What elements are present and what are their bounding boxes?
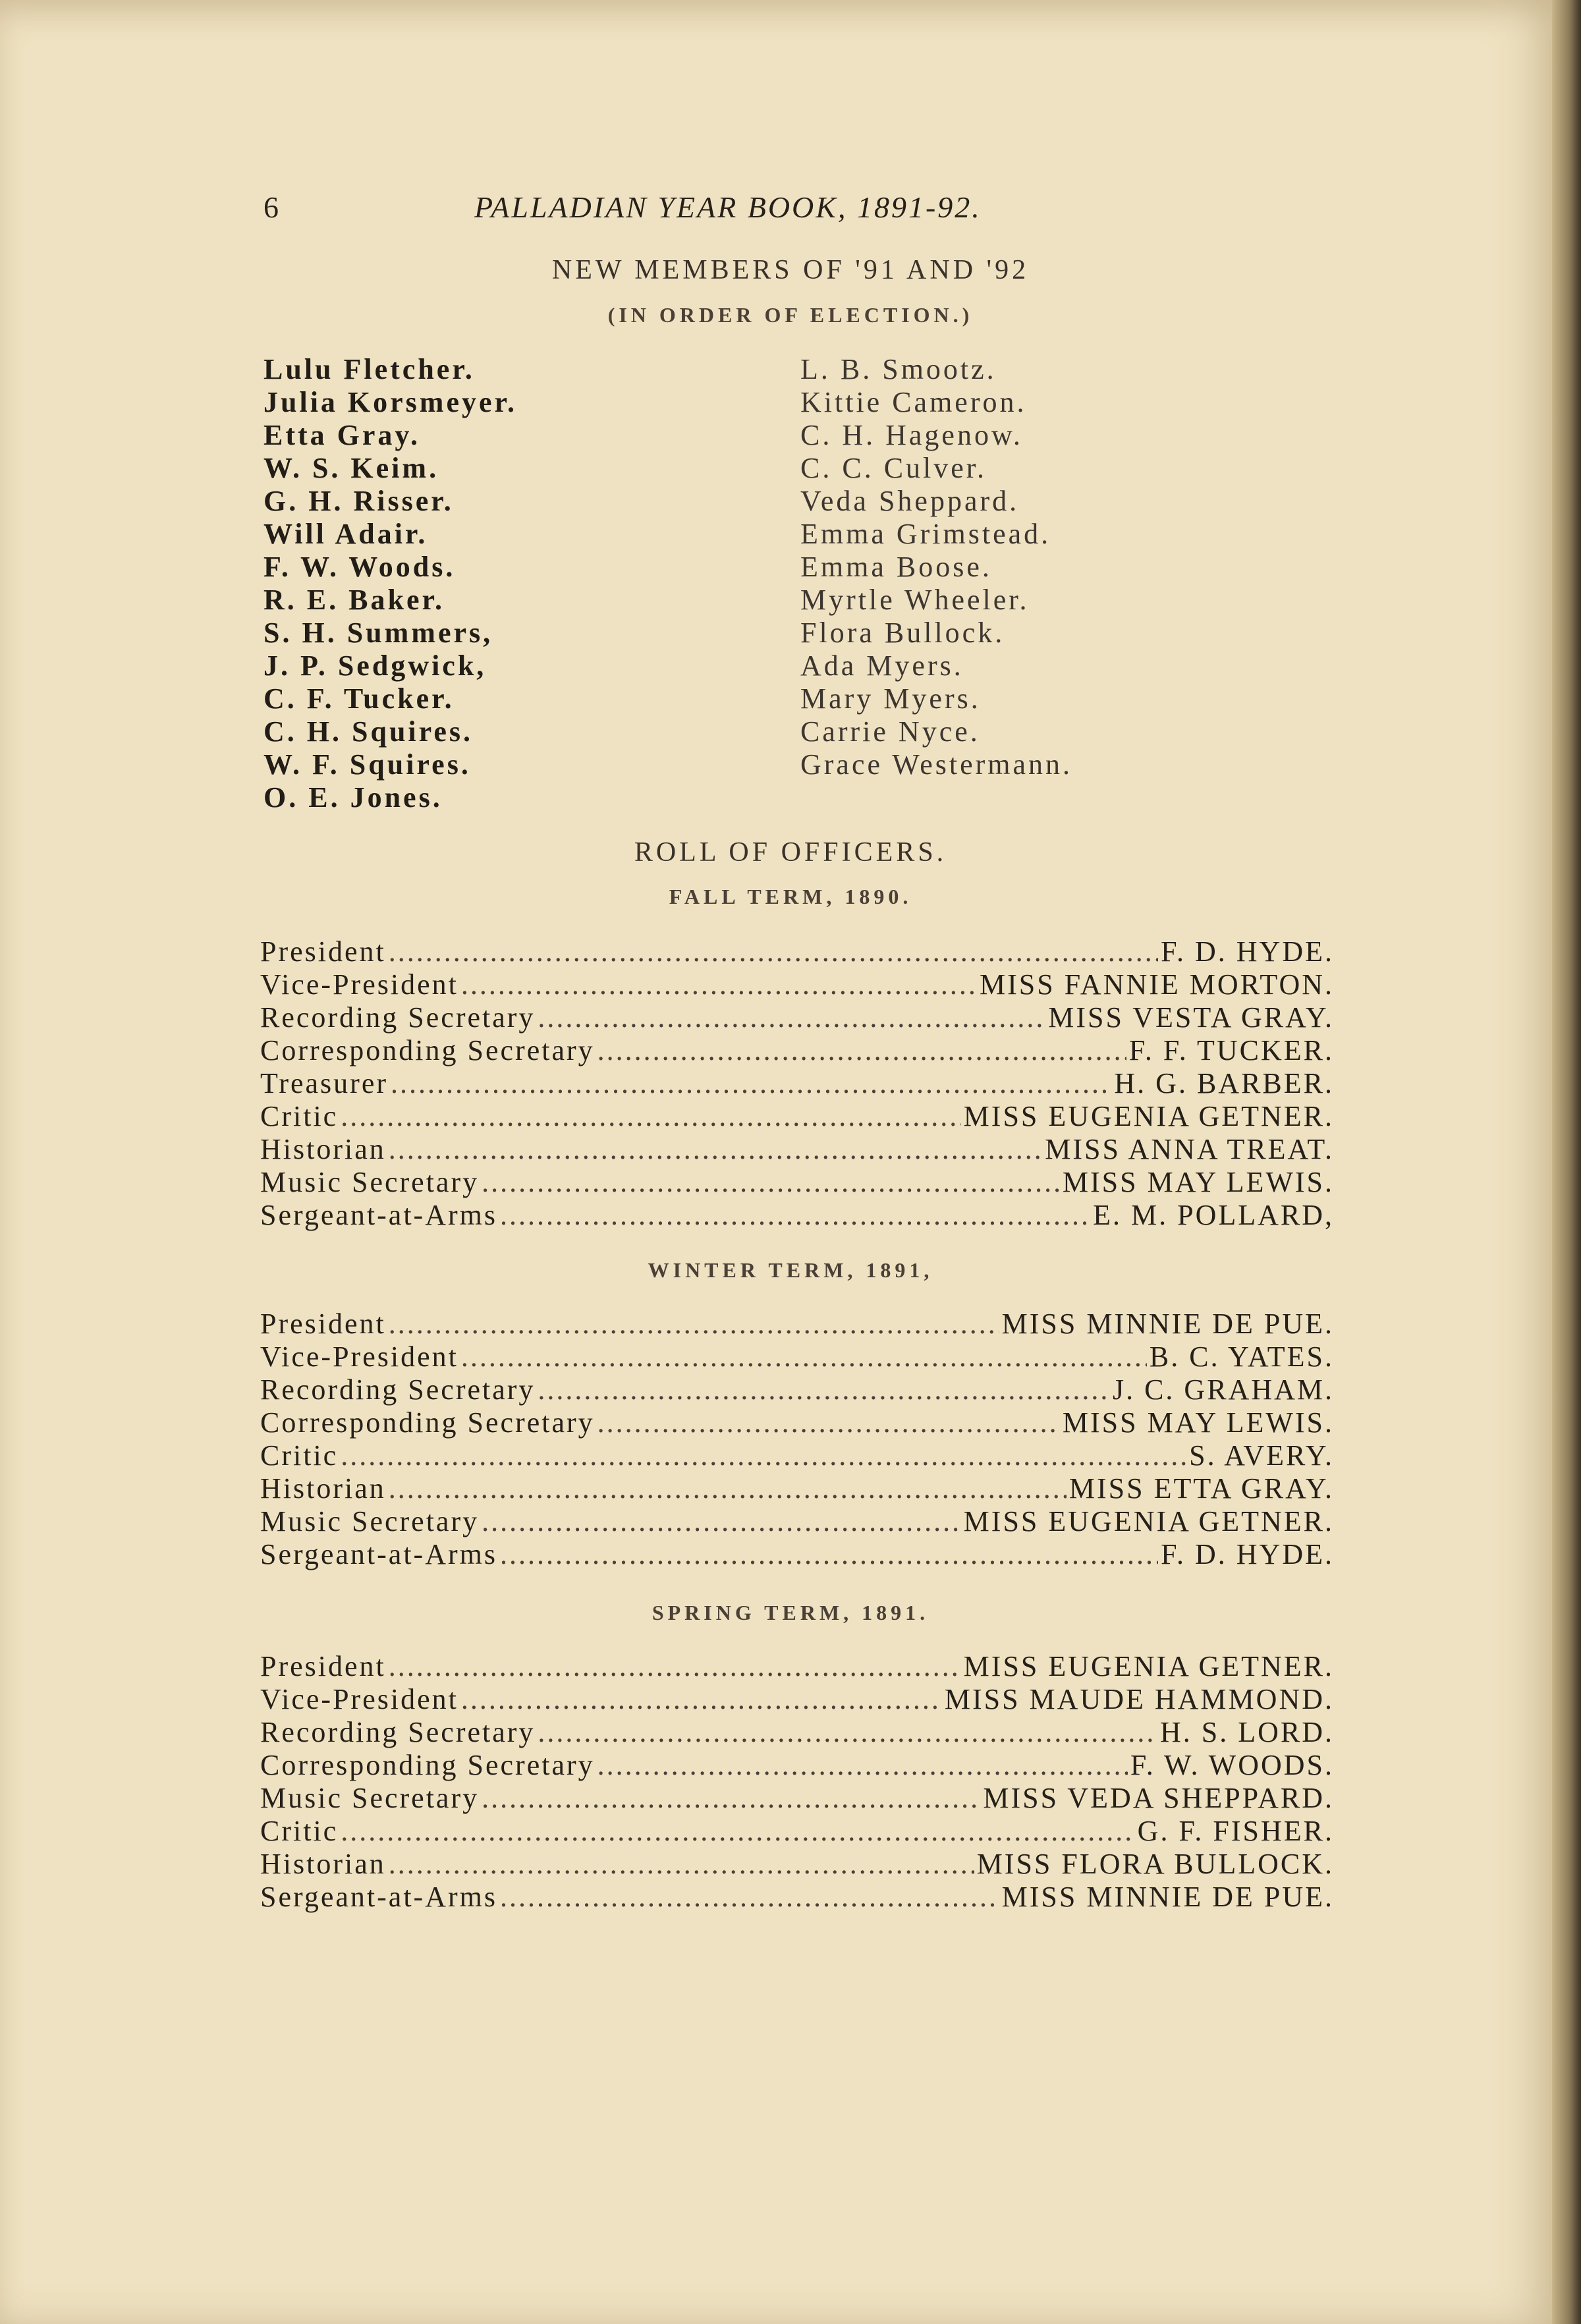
- officer-title: Sergeant-at-Arms: [260, 1881, 497, 1913]
- member-name: Myrtle Wheeler.: [800, 584, 1030, 616]
- officer-row: [260, 935, 1334, 968]
- officer-row: [260, 1199, 1334, 1232]
- officer-name: MISS MAUDE HAMMOND.: [944, 1683, 1334, 1715]
- member-name: S. H. Summers,: [264, 617, 493, 649]
- officer-title: Corresponding Secretary: [260, 1749, 595, 1781]
- officer-name: MISS MINNIE DE PUE.: [1001, 1308, 1334, 1340]
- officer-list-fall: [260, 935, 1334, 1232]
- roll-of-officers-heading: ROLL OF OFFICERS.: [634, 837, 947, 868]
- officer-title: President: [260, 1650, 386, 1682]
- member-name: Julia Korsmeyer.: [264, 386, 517, 418]
- officer-title: Corresponding Secretary: [260, 1406, 595, 1439]
- dot-leader: [341, 1439, 1186, 1472]
- officer-row: [260, 1815, 1334, 1848]
- dot-leader: [538, 1001, 1045, 1034]
- new-members-subheading: (IN ORDER OF ELECTION.): [607, 303, 974, 327]
- officer-row: [260, 1538, 1334, 1571]
- dot-leader: [389, 1848, 974, 1881]
- running-title: PALLADIAN YEAR BOOK, 1891-92.: [474, 190, 982, 224]
- officer-title: President: [260, 935, 386, 968]
- dot-leader: [391, 1067, 1111, 1100]
- member-name: O. E. Jones.: [264, 781, 443, 814]
- officer-row: [260, 1034, 1334, 1067]
- officer-title: Sergeant-at-Arms: [260, 1199, 497, 1231]
- dot-leader: [538, 1716, 1157, 1749]
- officer-title: Historian: [260, 1133, 386, 1165]
- officer-title: Sergeant-at-Arms: [260, 1538, 497, 1570]
- officer-title: Vice-President: [260, 1683, 458, 1715]
- officer-row: [260, 1650, 1334, 1683]
- member-name: C. C. Culver.: [800, 452, 987, 484]
- member-name: Kittie Cameron.: [800, 386, 1027, 418]
- dot-leader: [597, 1749, 1128, 1782]
- officer-title: Critic: [260, 1100, 339, 1132]
- member-name: W. F. Squires.: [264, 748, 471, 781]
- officer-row: [260, 1716, 1334, 1749]
- officer-title: Recording Secretary: [260, 1716, 536, 1748]
- member-name: J. P. Sedgwick,: [264, 650, 487, 682]
- dot-leader: [461, 968, 977, 1001]
- term-heading-winter: WINTER TERM, 1891,: [648, 1258, 933, 1282]
- officer-row: [260, 1341, 1334, 1373]
- officer-name: F. F. TUCKER.: [1128, 1034, 1334, 1066]
- officer-name: MISS ETTA GRAY.: [1068, 1472, 1334, 1505]
- officer-list-winter: [260, 1308, 1334, 1571]
- officer-name: MISS VEDA SHEPPARD.: [983, 1782, 1334, 1814]
- officer-name: H. S. LORD.: [1159, 1716, 1334, 1748]
- officer-name: G. F. FISHER.: [1137, 1815, 1334, 1847]
- officer-row: [260, 1505, 1334, 1538]
- officer-name: MISS MAY LEWIS.: [1062, 1406, 1334, 1439]
- officer-name: MISS FLORA BULLOCK.: [976, 1848, 1334, 1880]
- officer-title: President: [260, 1308, 386, 1340]
- officer-name: MISS EUGENIA GETNER.: [963, 1100, 1334, 1132]
- term-heading-fall: FALL TERM, 1890.: [669, 885, 912, 908]
- officer-row: [260, 1683, 1334, 1716]
- officer-title: Historian: [260, 1472, 386, 1505]
- dot-leader: [341, 1815, 1134, 1848]
- member-name: Flora Bullock.: [800, 617, 1005, 649]
- new-members-heading: NEW MEMBERS OF '91 AND '92: [551, 255, 1030, 285]
- member-name: Etta Gray.: [264, 419, 420, 451]
- officer-title: Critic: [260, 1815, 339, 1847]
- member-name: R. E. Baker.: [264, 584, 445, 616]
- officer-name: E. M. POLLARD,: [1093, 1199, 1334, 1231]
- officer-name: MISS FANNIE MORTON.: [979, 968, 1334, 1001]
- officer-name: J. C. GRAHAM.: [1112, 1373, 1334, 1406]
- page-number: 6: [264, 190, 281, 224]
- officer-name: H. G. BARBER.: [1114, 1067, 1334, 1099]
- member-name: F. W. Woods.: [264, 551, 456, 583]
- member-name: Mary Myers.: [800, 682, 981, 715]
- officer-row: [260, 968, 1334, 1001]
- officer-row: [260, 1100, 1334, 1133]
- officer-title: Music Secretary: [260, 1166, 480, 1198]
- member-name: C. H. Squires.: [264, 715, 474, 748]
- officer-row: [260, 1001, 1334, 1034]
- member-name: Will Adair.: [264, 518, 428, 550]
- dot-leader: [389, 1133, 1042, 1166]
- officer-title: Vice-President: [260, 968, 458, 1001]
- officer-row: [260, 1067, 1334, 1100]
- member-name: L. B. Smootz.: [800, 353, 997, 385]
- member-name: Ada Myers.: [800, 650, 964, 682]
- member-name: Carrie Nyce.: [800, 715, 980, 748]
- dot-leader: [341, 1100, 960, 1133]
- officer-row: [260, 1308, 1334, 1341]
- member-name: Lulu Fletcher.: [264, 353, 475, 385]
- officer-row: [260, 1406, 1334, 1439]
- member-name: Grace Westermann.: [800, 748, 1073, 781]
- officer-title: Music Secretary: [260, 1505, 480, 1537]
- officer-title: Music Secretary: [260, 1782, 480, 1814]
- dot-leader: [389, 935, 1158, 968]
- book-edge: [1552, 0, 1581, 2324]
- member-name: W. S. Keim.: [264, 452, 439, 484]
- officer-name: MISS MINNIE DE PUE.: [1001, 1881, 1334, 1913]
- officer-name: MISS EUGENIA GETNER.: [963, 1650, 1334, 1682]
- dot-leader: [482, 1782, 980, 1815]
- officer-name: F. D. HYDE.: [1161, 1538, 1334, 1570]
- dot-leader: [389, 1472, 1067, 1505]
- dot-leader: [482, 1505, 961, 1538]
- officer-row: [260, 1881, 1334, 1914]
- dot-leader: [482, 1166, 1060, 1199]
- dot-leader: [461, 1683, 942, 1716]
- officer-name: MISS VESTA GRAY.: [1048, 1001, 1334, 1034]
- officer-row: [260, 1472, 1334, 1505]
- officer-row: [260, 1848, 1334, 1881]
- member-name: C. F. Tucker.: [264, 682, 455, 715]
- officer-title: Recording Secretary: [260, 1373, 536, 1406]
- member-name: Emma Boose.: [800, 551, 992, 583]
- member-name: G. H. Risser.: [264, 485, 454, 517]
- dot-leader: [538, 1373, 1110, 1406]
- officer-title: Recording Secretary: [260, 1001, 536, 1034]
- officer-row: [260, 1782, 1334, 1815]
- officer-row: [260, 1749, 1334, 1782]
- officer-name: S. AVERY.: [1189, 1439, 1334, 1472]
- officer-title: Historian: [260, 1848, 386, 1880]
- officer-name: MISS EUGENIA GETNER.: [963, 1505, 1334, 1537]
- officer-row: [260, 1439, 1334, 1472]
- officer-row: [260, 1133, 1334, 1166]
- dot-leader: [597, 1406, 1060, 1439]
- term-heading-spring: SPRING TERM, 1891.: [652, 1601, 929, 1624]
- officer-title: Vice-President: [260, 1341, 458, 1373]
- dot-leader: [597, 1034, 1126, 1067]
- officer-row: [260, 1373, 1334, 1406]
- officer-title: Corresponding Secretary: [260, 1034, 595, 1066]
- running-header: [264, 190, 1133, 229]
- member-name: Veda Sheppard.: [800, 485, 1020, 517]
- dot-leader: [500, 1199, 1090, 1232]
- officer-row: [260, 1166, 1334, 1199]
- dot-leader: [500, 1881, 999, 1914]
- officer-list-spring: [260, 1650, 1334, 1914]
- new-members-right-column: [800, 353, 1072, 781]
- dot-leader: [500, 1538, 1158, 1571]
- officer-name: B. C. YATES.: [1149, 1341, 1334, 1373]
- officer-name: MISS MAY LEWIS.: [1062, 1166, 1334, 1198]
- officer-title: Treasurer: [260, 1067, 388, 1099]
- officer-name: F. D. HYDE.: [1161, 935, 1334, 968]
- officer-title: Critic: [260, 1439, 339, 1472]
- dot-leader: [461, 1341, 1147, 1373]
- new-members-left-column: [264, 353, 517, 814]
- dot-leader: [389, 1650, 961, 1683]
- member-name: Emma Grimstead.: [800, 518, 1051, 550]
- officer-name: F. W. WOODS.: [1130, 1749, 1334, 1781]
- member-name: C. H. Hagenow.: [800, 419, 1023, 451]
- dot-leader: [389, 1308, 999, 1341]
- officer-name: MISS ANNA TREAT.: [1045, 1133, 1334, 1165]
